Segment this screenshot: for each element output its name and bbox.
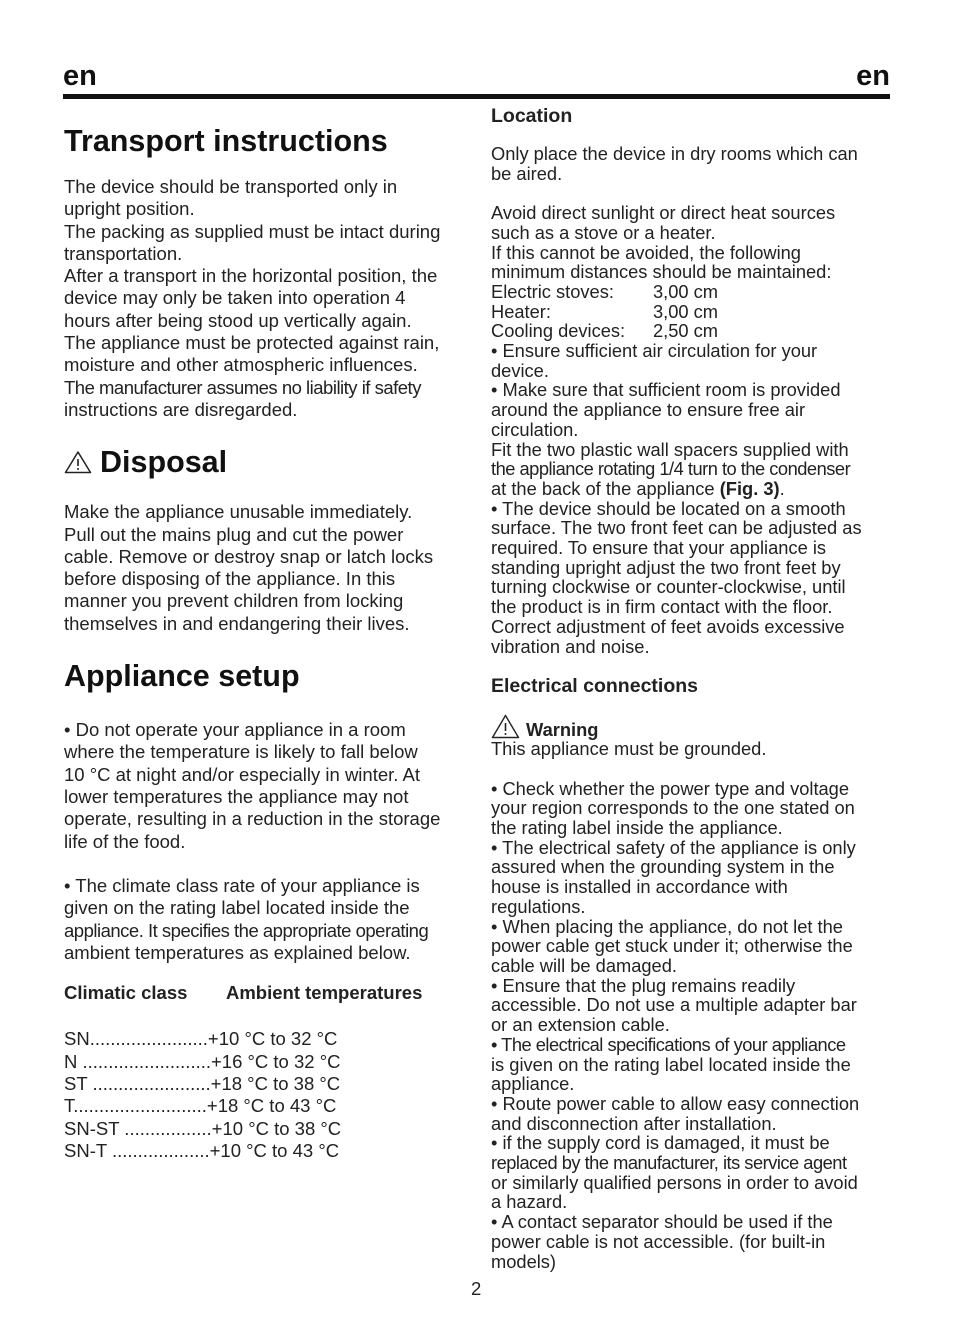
text-line: turning clockwise or counter-clockwise, until [491,576,846,598]
text-line: Correct adjustment of feet avoids excessive [491,615,845,637]
text-line: regulations. [491,895,586,917]
text-line: appliance. It specifies the appropriate operating [64,919,429,941]
text-line: hours after being stood up vertically again. [64,309,412,331]
distance-row [491,321,893,341]
text-line: The manufacturer assumes no liability if safety [64,376,421,398]
text-line: Pull out the mains plug and cut the power [64,523,404,545]
distance-row [491,282,893,302]
appliance-setup-heading: Appliance setup [64,659,300,694]
text-line: • The electrical safety of the appliance is only [491,836,856,858]
text-line: around the appliance to ensure free air [491,399,806,421]
text-line: life of the food. [64,830,186,852]
right-column [491,104,893,1271]
text-line: lower temperatures the appliance may not [64,785,409,807]
fig-reference-line [491,479,893,499]
text-line: After a transport in the horizontal position, the [64,265,438,287]
text-line: such as a stove or a heater. [491,221,716,243]
distance-row [491,302,893,322]
text-line: instructions are disregarded. [64,398,298,420]
text-line: circulation. [491,418,579,440]
text-line: • The climate class rate of your appliance is [64,875,420,897]
page-number: 2 [471,1278,482,1299]
climate-row: T..........................+18 °C to 43 °C [64,1095,337,1117]
text-line: Only place the device in dry rooms which can [491,143,858,164]
text-line: • Make sure that sufficient room is provided [491,379,841,401]
text-line: If this cannot be avoided, the following [491,241,801,263]
text-line: given on the rating label located inside the [64,897,410,919]
text-line: replaced by the manufacturer, its service agent [491,1152,847,1174]
location-heading: Location [491,105,573,127]
text-line: assured when the grounding system in the [491,856,835,878]
text-line: Make the appliance unusable immediately. [64,501,413,523]
electrical-connections-heading: Electrical connections [491,675,698,698]
text-line: the rating label inside the appliance. [491,817,783,839]
text-line: standing upright adjust the two front feet by [491,556,841,578]
text-fragment: at the back of the appliance [491,477,720,499]
text-line: cable will be damaged. [491,954,677,976]
distance-label: Cooling devices: [491,320,626,342]
distance-value: 3,00 cm [653,280,719,302]
text-line: or an extension cable. [491,1014,670,1036]
text-line: your region corresponds to the one stated on [491,797,855,819]
left-column [64,122,464,1162]
text-line: • Check whether the power type and voltage [491,777,850,799]
text-line: or similarly qualified persons in order to avoid [491,1171,858,1193]
distance-label: Heater: [491,300,551,322]
text-fragment: . [779,477,785,499]
text-line: • Ensure that the plug remains readily [491,974,796,996]
text-line: • A contact separator should be used if the [491,1211,833,1233]
climate-table-header [64,982,464,1004]
text-line: ambient temperatures as explained below. [64,942,411,964]
language-label-left: en [63,60,97,92]
text-line: manner you prevent children from locking [64,590,404,612]
text-line: moisture and other atmospheric influences. [64,354,418,376]
climate-row: SN-T ...................+10 °C to 43 °C [64,1139,340,1161]
climate-class-header: Climatic class [64,982,188,1004]
text-line: where the temperature is likely to fall below [64,741,418,763]
text-line: The packing as supplied must be intact during [64,220,441,242]
text-line: 10 °C at night and/or especially in winter. At [64,763,421,785]
grounded-statement: This appliance must be grounded. [491,738,767,760]
text-line: device may only be taken into operation 4 [64,287,406,309]
text-line: The appliance must be protected against rain, [64,332,440,354]
disposal-heading-text: Disposal [100,445,228,480]
text-line: Fit the two plastic wall spacers supplied with [491,438,849,460]
text-line: power cable is not accessible. (for built-in [491,1230,826,1252]
text-line: • The device should be located on a smooth [491,497,846,519]
language-label-right: en [856,60,890,92]
text-line: Avoid direct sunlight or direct heat sources [491,202,836,224]
climate-row: SN-ST .................+10 °C to 38 °C [64,1117,342,1139]
text-line: operate, resulting in a reduction in the storage [64,808,441,830]
disposal-heading [64,443,464,481]
text-line: transportation. [64,242,183,264]
header-rule [63,94,890,99]
disposal-text [64,501,464,635]
warning-triangle-icon [491,714,520,739]
text-line: upright position. [64,198,195,220]
transport-text [64,176,464,421]
distance-value: 2,50 cm [653,320,719,342]
text-line: device. [491,359,549,381]
ambient-temp-header: Ambient temperatures [226,982,423,1004]
warning-line [491,714,893,739]
warning-label: Warning [526,718,599,740]
climate-row: ST .......................+18 °C to 38 °C [64,1072,341,1094]
text-line: power cable get stuck under it; otherwise the [491,935,853,957]
text-line: • The electrical specifications of your appliance [491,1033,846,1055]
text-line: themselves in and endangering their lives. [64,612,410,634]
text-line: • if the supply cord is damaged, it must be [491,1132,830,1154]
transport-instructions-heading: Transport instructions [64,124,388,158]
text-line: is given on the rating label located inside the [491,1053,851,1075]
text-line: accessible. Do not use a multiple adapter bar [491,994,857,1016]
climate-row: N .........................+16 °C to 32 °C [64,1050,341,1072]
text-line: required. To ensure that your appliance is [491,537,827,559]
figure-reference: (Fig. 3) [719,477,780,499]
distance-table [491,282,893,341]
setup-text [64,719,464,964]
text-line: and disconnection after installation. [491,1112,777,1134]
text-line: be aired. [491,162,563,184]
text-line: surface. The two front feet can be adjusted as [491,517,862,539]
text-line: appliance. [491,1073,575,1095]
warning-triangle-icon [64,450,92,474]
climate-table [64,1028,464,1162]
text-line: before disposing of the appliance. In this [64,568,396,590]
text-line: vibration and noise. [491,635,650,657]
distance-label: Electric stoves: [491,280,614,302]
text-line: • When placing the appliance, do not let the [491,915,843,937]
climate-row: SN.......................+10 °C to 32 °C [64,1028,338,1050]
text-line: • Do not operate your appliance in a room [64,719,406,741]
text-line: house is installed in accordance with [491,876,788,898]
text-line: the product is in firm contact with the floor. [491,596,833,618]
text-line: the appliance rotating 1/4 turn to the condenser [491,458,851,480]
text-line: cable. Remove or destroy snap or latch locks [64,545,434,567]
text-line: • Route power cable to allow easy connection [491,1092,860,1114]
distance-value: 3,00 cm [653,300,719,322]
text-line: minimum distances should be maintained: [491,261,832,283]
text-line: a hazard. [491,1191,568,1213]
text-line: • Ensure sufficient air circulation for your [491,340,818,362]
text-line: The device should be transported only in [64,176,398,197]
text-line: models) [491,1250,557,1272]
